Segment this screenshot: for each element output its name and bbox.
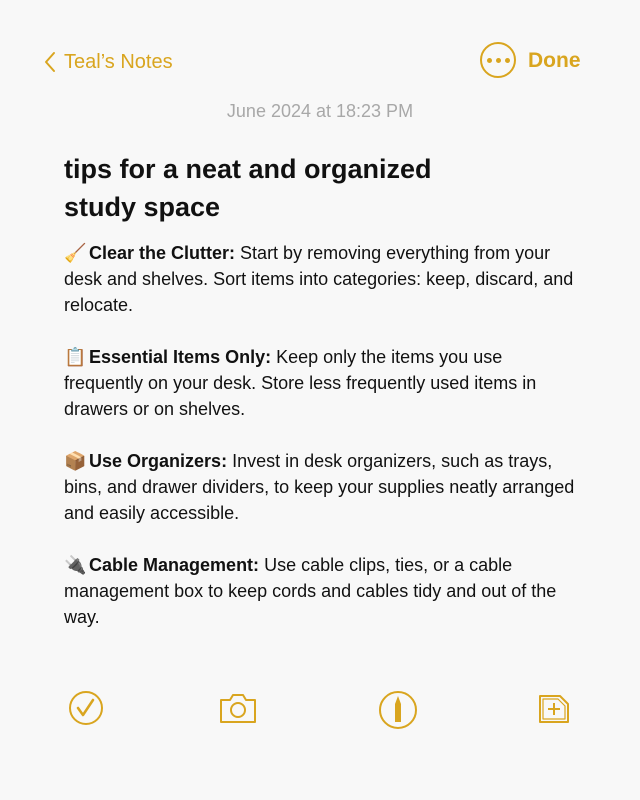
markup-pen-icon <box>378 690 418 730</box>
tip-heading: Essential Items Only: <box>89 347 272 367</box>
tip-text: Keep only the items you use frequently on your desk. Store less frequently used items in drawers or on shelves. <box>64 347 537 419</box>
tip-text: Start by removing everything from your desk and shelves. Sort items into categories: keep, discard, and relocate. <box>64 243 574 315</box>
clipboard-icon: 📋 <box>64 347 87 367</box>
markup-button[interactable] <box>378 690 418 730</box>
chevron-left-icon <box>42 50 58 74</box>
navigation-bar <box>0 40 640 84</box>
note-title[interactable]: tips for a neat and organized study space <box>64 154 432 222</box>
more-options-button[interactable] <box>480 42 516 78</box>
tip-heading: Cable Management: <box>89 555 260 575</box>
back-button[interactable] <box>42 48 173 76</box>
camera-icon <box>218 690 258 726</box>
tip-paragraph <box>64 344 584 422</box>
tip-heading: Clear the Clutter: <box>89 243 236 263</box>
ellipsis-icon <box>487 58 492 63</box>
note-date: June 2024 at 18:23 PM <box>226 101 414 121</box>
checklist-button[interactable] <box>68 690 104 726</box>
camera-button[interactable] <box>218 690 258 726</box>
tip-paragraph <box>64 448 584 526</box>
tip-heading: Use Organizers: <box>89 451 228 471</box>
bottom-toolbar <box>0 690 640 730</box>
broom-icon: 🧹 <box>64 243 87 263</box>
tip-text: Invest in desk organizers, such as trays, bins, and drawer dividers, to keep your supplies neatly arranged and easily accessible. <box>64 451 575 523</box>
new-note-button[interactable] <box>536 690 572 726</box>
tip-text: Use cable clips, ties, or a cable management box to keep cords and cables tidy and out of the way. <box>64 555 557 627</box>
note-body[interactable] <box>64 240 584 656</box>
package-icon: 📦 <box>64 451 87 471</box>
tip-paragraph <box>64 240 584 318</box>
back-label: Teal’s Notes <box>64 50 173 73</box>
new-note-icon <box>536 690 572 726</box>
tip-paragraph <box>64 552 584 630</box>
plug-icon: 🔌 <box>64 555 87 575</box>
checklist-icon <box>68 690 104 726</box>
done-button[interactable]: Done <box>528 49 581 72</box>
